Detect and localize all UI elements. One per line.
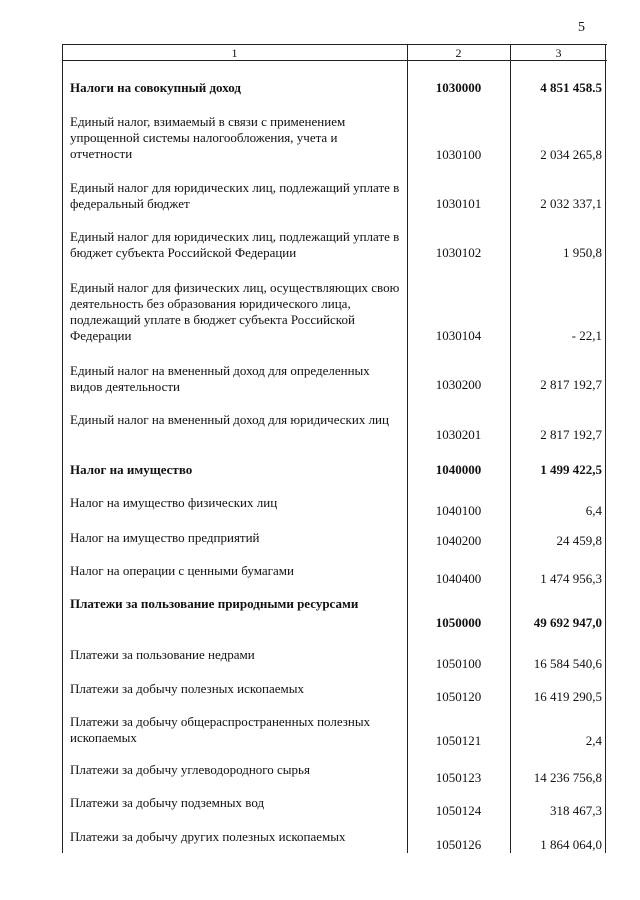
row-code: 1050123 [435, 770, 482, 785]
column-divider [62, 45, 63, 853]
row-code: 1030104 [435, 328, 482, 343]
row-value: 14 236 756,8 [533, 770, 602, 785]
row-value: 16 419 290,5 [533, 689, 602, 704]
row-label: Единый налог для юридических лиц, подлежащий уплате в бюджет субъекта Российской Федерации [70, 229, 400, 260]
row-label: Платежи за добычу общераспространенных полезных ископаемых [70, 714, 371, 745]
row-value: 2 032 337,1 [540, 196, 602, 211]
row-value: 1 950,8 [563, 245, 602, 260]
row-label: Платежи за добычу углеводородного сырья [70, 762, 310, 777]
row-value: - 22,1 [571, 328, 602, 343]
row-code: 1050126 [435, 837, 482, 852]
row-code: 1040000 [435, 462, 482, 477]
row-code: 1030200 [435, 377, 482, 392]
row-label: Единый налог, взимаемый в связи с применением упрощенной системы налогообложения, учета и отчетности [70, 114, 346, 161]
row-label: Платежи за добычу других полезных ископаемых [70, 829, 346, 844]
row-value: 2 817 192,7 [540, 427, 602, 442]
row-label: Единый налог на вмененный доход для юридических лиц [70, 412, 389, 427]
row-value: 1 864 064,0 [540, 837, 602, 852]
row-value: 16 584 540,6 [533, 656, 602, 671]
row-code: 1030101 [435, 196, 482, 211]
row-value: 1 474 956,3 [540, 571, 602, 586]
row-value: 2 034 265,8 [540, 147, 602, 162]
row-label: Платежи за пользование природными ресурсами [70, 596, 359, 611]
row-value: 2 817 192,7 [540, 377, 602, 392]
row-value: 4 851 458.5 [540, 80, 602, 95]
column-header-3: 3 [555, 46, 562, 60]
row-code: 1030100 [435, 147, 482, 162]
row-value: 49 692 947,0 [533, 615, 602, 630]
row-value: 1 499 422,5 [540, 462, 602, 477]
row-label: Налог на имущество физических лиц [70, 495, 278, 510]
row-code: 1050100 [435, 656, 482, 671]
row-code: 1050120 [435, 689, 482, 704]
row-code: 1050000 [435, 615, 482, 630]
row-label: Единый налог для физических лиц, осуществляющих свою деятельность без образования юридического лица, подлежащий уплате в бюджет субъекта Российской Федерации [70, 280, 400, 343]
row-label: Платежи за пользование недрами [70, 647, 255, 662]
row-value: 2,4 [585, 733, 602, 748]
row-code: 1030102 [435, 245, 482, 260]
column-header-1: 1 [231, 46, 238, 60]
row-label: Налоги на совокупный доход [70, 80, 241, 95]
row-label: Налог на операции с ценными бумагами [70, 563, 294, 578]
row-label: Единый налог на вмененный доход для определенных видов деятельности [70, 363, 370, 394]
row-value: 6,4 [585, 503, 602, 518]
row-label: Налог на имущество предприятий [70, 530, 260, 545]
row-label: Платежи за добычу полезных ископаемых [70, 681, 304, 696]
row-code: 1040400 [435, 571, 482, 586]
row-code: 1050124 [435, 803, 482, 818]
row-value: 24 459,8 [556, 533, 602, 548]
column-divider [510, 45, 511, 853]
page-number: 5 [578, 20, 585, 35]
row-code: 1040200 [435, 533, 482, 548]
row-label: Платежи за добычу подземных вод [70, 795, 265, 810]
row-label: Налог на имущество [70, 462, 193, 477]
row-label: Единый налог для юридических лиц, подлежащий уплате в федеральный бюджет [70, 180, 400, 211]
column-divider [605, 45, 606, 853]
column-divider [407, 45, 408, 853]
column-header-2: 2 [455, 46, 462, 60]
row-code: 1030201 [435, 427, 482, 442]
row-value: 318 467,3 [550, 803, 602, 818]
row-code: 1040100 [435, 503, 482, 518]
row-code: 1050121 [435, 733, 482, 748]
row-code: 1030000 [435, 80, 482, 95]
